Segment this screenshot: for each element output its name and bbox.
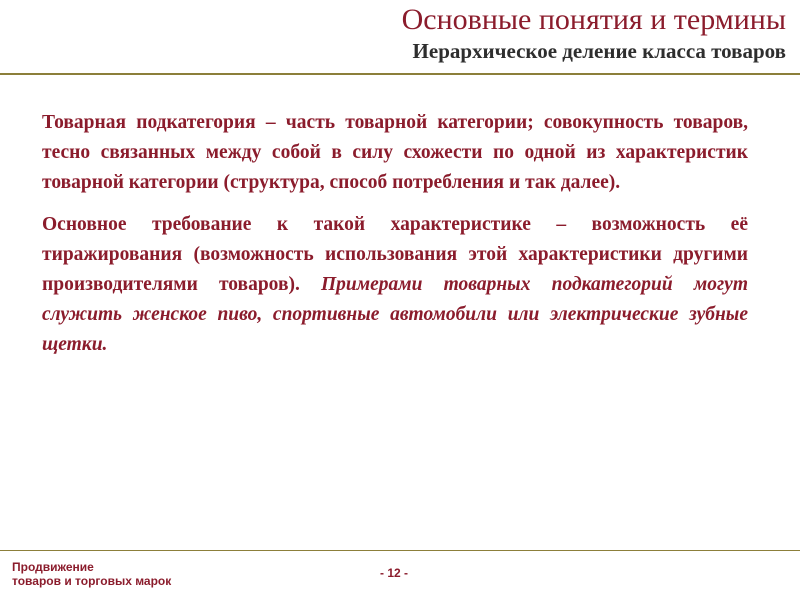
slide-subtitle: Иерархическое деление класса товаров bbox=[412, 39, 786, 63]
footer-course-title bbox=[12, 560, 171, 588]
header-divider bbox=[0, 73, 800, 75]
examples-text: Примерами товарных подкатегорий могут служить женское пиво, спортивные автомобили или электрические зубные щетки. bbox=[42, 274, 748, 355]
footer-line-2: товаров и торговых марок bbox=[12, 574, 172, 588]
footer-divider bbox=[0, 550, 800, 551]
paragraph-requirement bbox=[42, 210, 748, 360]
paragraph-definition: Товарная подкатегория – часть товарной категории; совокупность товаров, тесно связанных между собой в силу схожести по одной из характеристик товарной категории (структура, способ потребления и так далее). bbox=[42, 112, 748, 193]
slide-header bbox=[402, 2, 786, 64]
slide-title: Основные понятия и термины bbox=[401, 3, 786, 36]
slide-body bbox=[42, 108, 748, 372]
page-number: - 12 - bbox=[380, 566, 409, 580]
requirement-text: Основное требование к такой характеристике – возможность её тиражирования (возможность использования этой характеристики другими производителями товаров). bbox=[42, 214, 748, 295]
footer-line-1: Продвижение bbox=[12, 560, 94, 574]
